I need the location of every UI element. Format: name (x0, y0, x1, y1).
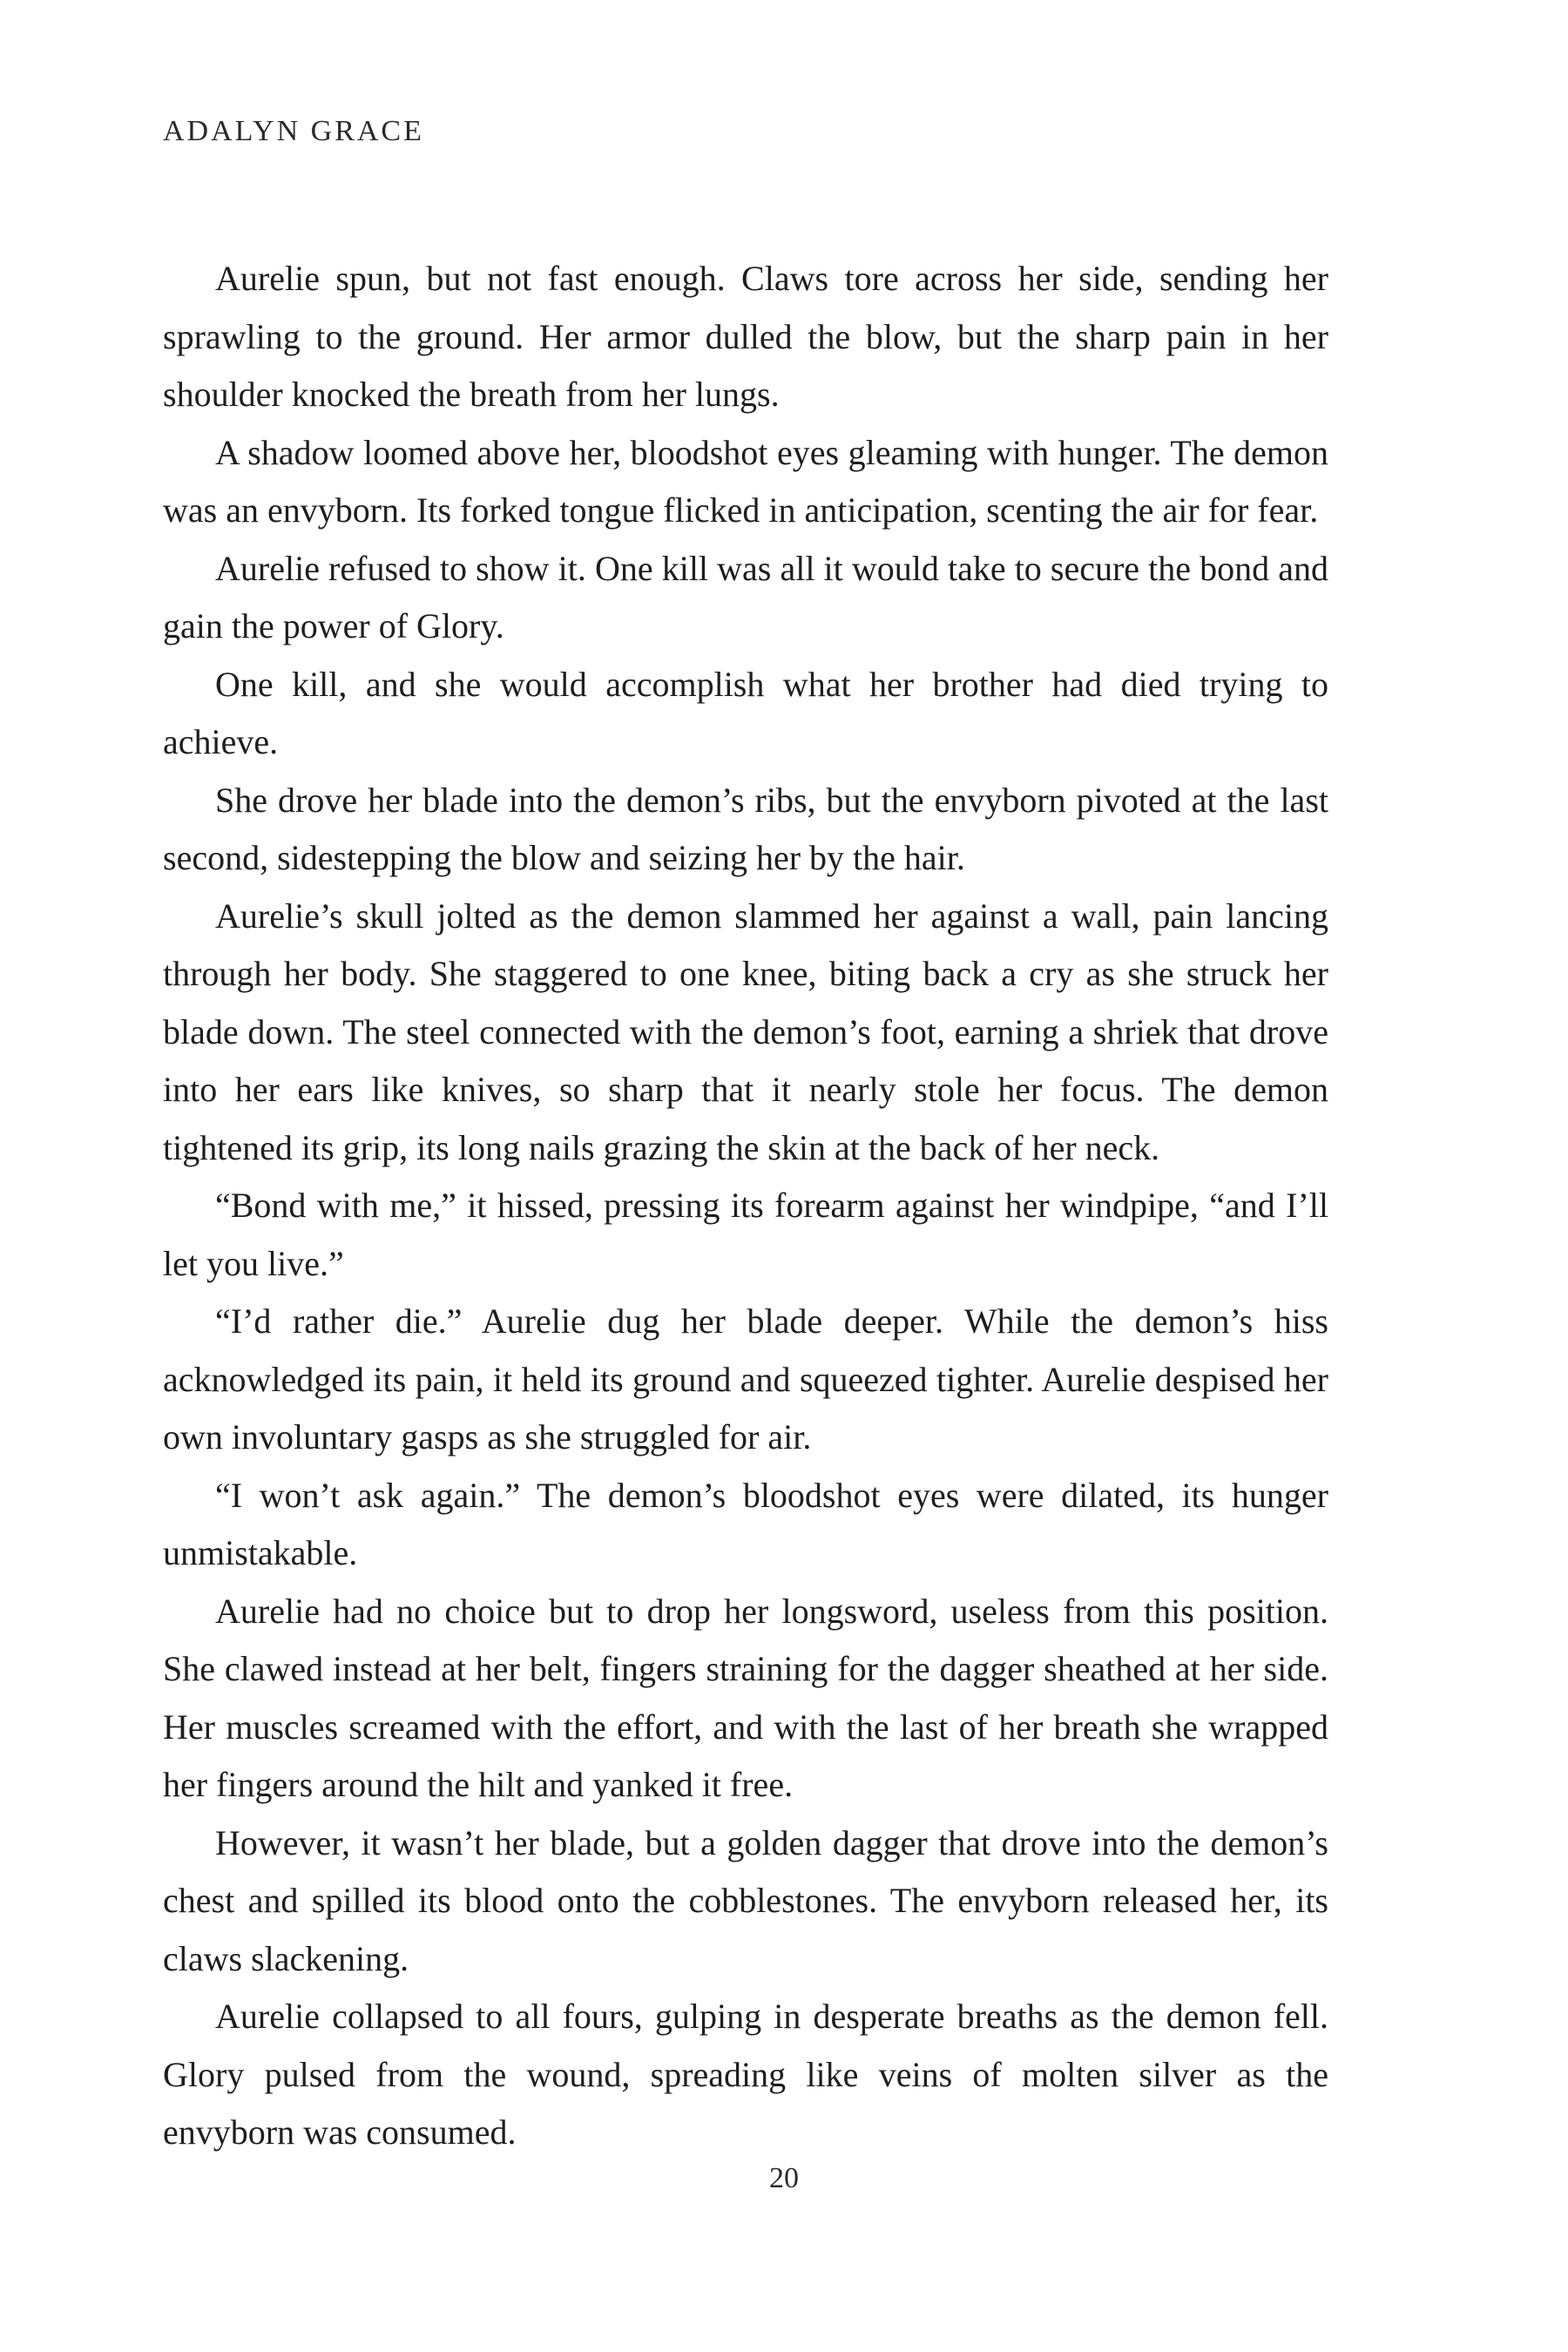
paragraph: “I won’t ask again.” The demon’s bloodshot eyes were dilated, its hunger unmistakable. (163, 1475, 1328, 1572)
paragraph: Aurelie refused to show it. One kill was all it would take to secure the bond and gain the power of Glory. (163, 548, 1328, 645)
paragraph: She drove her blade into the demon’s ribs, but the envyborn pivoted at the last second, sidestepping the blow and seizing her by the hair. (163, 780, 1328, 877)
running-head-author: ADALYN GRACE (163, 115, 424, 147)
paragraph: Aurelie had no choice but to drop her longsword, useless from this position. She clawed instead at her belt, fingers straining for the dagger sheathed at her side. Her muscles screamed with the effort, and with the last of her breath she wrapped her fingers around the hilt and yanked it free. (163, 1591, 1328, 1804)
paragraph: However, it wasn’t her blade, but a golden dagger that drove into the demon’s chest and spilled its blood onto the cobblestones. The envyborn released her, its claws slackening. (163, 1822, 1328, 1978)
page-number: 20 (769, 2162, 799, 2194)
paragraph: A shadow loomed above her, bloodshot eyes gleaming with hunger. The demon was an envyborn. Its forked tongue flicked in anticipation, scenting the air for fear. (163, 432, 1328, 530)
paragraph: “I’d rather die.” Aurelie dug her blade deeper. While the demon’s hiss acknowledged its pain, it held its ground and squeezed tighter. Aurelie despised her own involuntary gasps as she struggled for air. (163, 1301, 1328, 1456)
paragraph: “Bond with me,” it hissed, pressing its forearm against her windpipe, “and I’ll let you live.” (163, 1186, 1328, 1283)
body-text (163, 250, 1328, 2162)
paragraph: One kill, and she would accomplish what her brother had died trying to achieve. (163, 664, 1328, 761)
paragraph: Aurelie’s skull jolted as the demon slammed her against a wall, pain lancing through her body. She staggered to one knee, biting back a cry as she struck her blade down. The steel connected with the demon’s foot, earning a shriek that drove into her ears like knives, so sharp that it nearly stole her focus. The demon tightened its grip, its long nails grazing the skin at the back of her neck. (163, 896, 1328, 1167)
paragraph: Aurelie collapsed to all fours, gulping in desperate breaths as the demon fell. Glory pulsed from the wound, spreading like veins of molten silver as the envyborn was consumed. (163, 1997, 1328, 2152)
paragraph: Aurelie spun, but not fast enough. Claws tore across her side, sending her sprawling to the ground. Her armor dulled the blow, but the sharp pain in her shoulder knocked the breath from her lungs. (163, 259, 1328, 414)
